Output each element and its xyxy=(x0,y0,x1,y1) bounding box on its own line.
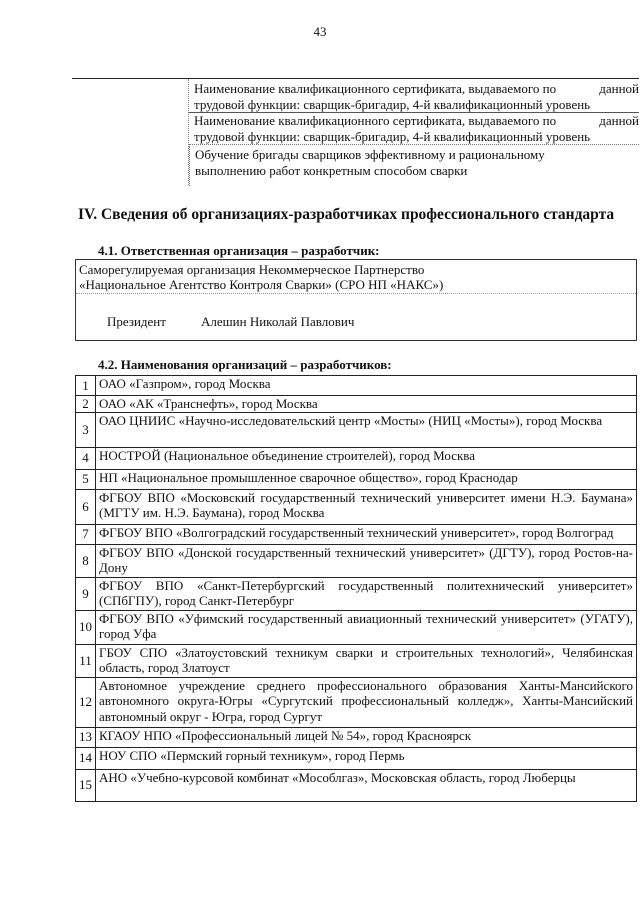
organization-name: КГАОУ НПО «Профессиональный лицей № 54», город Красноярск xyxy=(96,727,637,747)
row-number: 15 xyxy=(76,769,96,801)
row-number: 9 xyxy=(76,577,96,610)
top-table-row-line: трудовой функции: сварщик-бригадир, 4-й квалификационный уровень xyxy=(194,96,591,112)
top-table-row xyxy=(189,81,639,113)
row-number: 4 xyxy=(76,447,96,469)
box-divider xyxy=(76,293,636,294)
responsible-org-name-line: «Национальное Агентство Контроля Сварки» (СРО НП «НАКС») xyxy=(79,277,444,292)
row-number: 11 xyxy=(76,644,96,677)
row-number: 1 xyxy=(76,376,96,396)
organization-name: ОАО «АК «Транснефть», город Москва xyxy=(96,396,637,413)
row-number: 8 xyxy=(76,544,96,577)
developers-heading: 4.2. Наименования организаций – разработчиков: xyxy=(98,357,392,372)
row-number: 5 xyxy=(76,469,96,489)
top-table-row-line: Наименование квалификационного сертификата, выдаваемого по данной xyxy=(194,113,639,128)
row-number: 13 xyxy=(76,727,96,747)
organization-name: ФГБОУ ВПО «Волгоградский государственный технический университет», город Волгоград xyxy=(96,524,637,544)
top-table-fragment xyxy=(72,78,639,185)
page-number: 43 xyxy=(313,24,327,39)
table-row xyxy=(76,769,637,801)
organization-name: ГБОУ СПО «Златоустовский техникум сварки и строительных технологий», Челябинская область, город Златоуст xyxy=(96,644,637,677)
top-table-row-line: Наименование квалификационного сертификата, выдаваемого по данной xyxy=(194,81,639,96)
top-table-content xyxy=(189,79,639,185)
top-table-row xyxy=(189,113,639,145)
developers-table-body xyxy=(76,376,637,802)
head-name: Алешин Николай Павлович xyxy=(201,314,355,329)
top-table-empty-cell xyxy=(72,79,189,185)
responsible-org-heading: 4.1. Ответственная организация – разработчик: xyxy=(98,243,380,258)
table-row xyxy=(76,447,637,469)
table-row xyxy=(76,747,637,769)
developers-table xyxy=(75,375,637,802)
table-row xyxy=(76,469,637,489)
row-number: 10 xyxy=(76,610,96,644)
responsible-org-box xyxy=(75,259,637,341)
organization-name: ОАО ЦНИИС «Научно-исследовательский центр «Мосты» (НИЦ «Мосты»), город Москва xyxy=(96,412,637,447)
row-number: 14 xyxy=(76,747,96,769)
table-row xyxy=(76,727,637,747)
responsible-org-name-line: Саморегулируемая организация Некоммерческое Партнерство xyxy=(79,262,425,277)
table-row xyxy=(76,396,637,413)
table-row xyxy=(76,577,637,610)
organization-name: ФГБОУ ВПО «Санкт-Петербургский государственный политехнический университет» (СПбГПУ), город Санкт-Петербург xyxy=(96,577,637,610)
row-number: 2 xyxy=(76,396,96,413)
organization-name: ФГБОУ ВПО «Московский государственный технический университет имени Н.Э. Баумана» (МГТУ им. Н.Э. Баумана), город Москва xyxy=(96,489,637,524)
table-row xyxy=(76,644,637,677)
organization-name: НП «Национальное промышленное сварочное общество», город Краснодар xyxy=(96,469,637,489)
table-row xyxy=(76,610,637,644)
organization-name: НОУ СПО «Пермский горный техникум», город Пермь xyxy=(96,747,637,769)
table-row xyxy=(76,524,637,544)
table-row xyxy=(76,412,637,447)
table-row xyxy=(76,544,637,577)
top-table-row xyxy=(189,146,639,186)
table-row xyxy=(76,677,637,727)
table-row xyxy=(76,376,637,396)
top-table-row-line: трудовой функции: сварщик-бригадир, 4-й квалификационный уровень xyxy=(194,128,591,144)
head-role: Президент xyxy=(107,314,166,329)
organization-name: ФГБОУ ВПО «Донской государственный технический университет» (ДГТУ), город Ростов-на-Дону xyxy=(96,544,637,577)
organization-name: ФГБОУ ВПО «Уфимский государственный авиационный технический университет» (УГАТУ), город Уфа xyxy=(96,610,637,644)
row-number: 3 xyxy=(76,412,96,447)
top-table-row-line: Обучение бригады сварщиков эффективному и рациональному xyxy=(195,147,545,162)
row-number: 12 xyxy=(76,677,96,727)
row-number: 6 xyxy=(76,489,96,524)
organization-name: АНО «Учебно-курсовой комбинат «Мособлгаз», Московская область, город Люберцы xyxy=(96,769,637,801)
organization-name: Автономное учреждение среднего профессионального образования Ханты-Мансийского автономного округа-Югры «Сургутский профессиональный колледж», Ханты-Мансийский автономный округ - Югра, город Сургут xyxy=(96,677,637,727)
table-row xyxy=(76,489,637,524)
organization-name: ОАО «Газпром», город Москва xyxy=(96,376,637,396)
top-table-row-line: выполнению работ конкретным способом сварки xyxy=(195,162,468,178)
organization-name: НОСТРОЙ (Национальное объединение строителей), город Москва xyxy=(96,447,637,469)
row-number: 7 xyxy=(76,524,96,544)
section-title: IV. Сведения об организациях-разработчиках профессионального стандарта xyxy=(78,206,615,223)
